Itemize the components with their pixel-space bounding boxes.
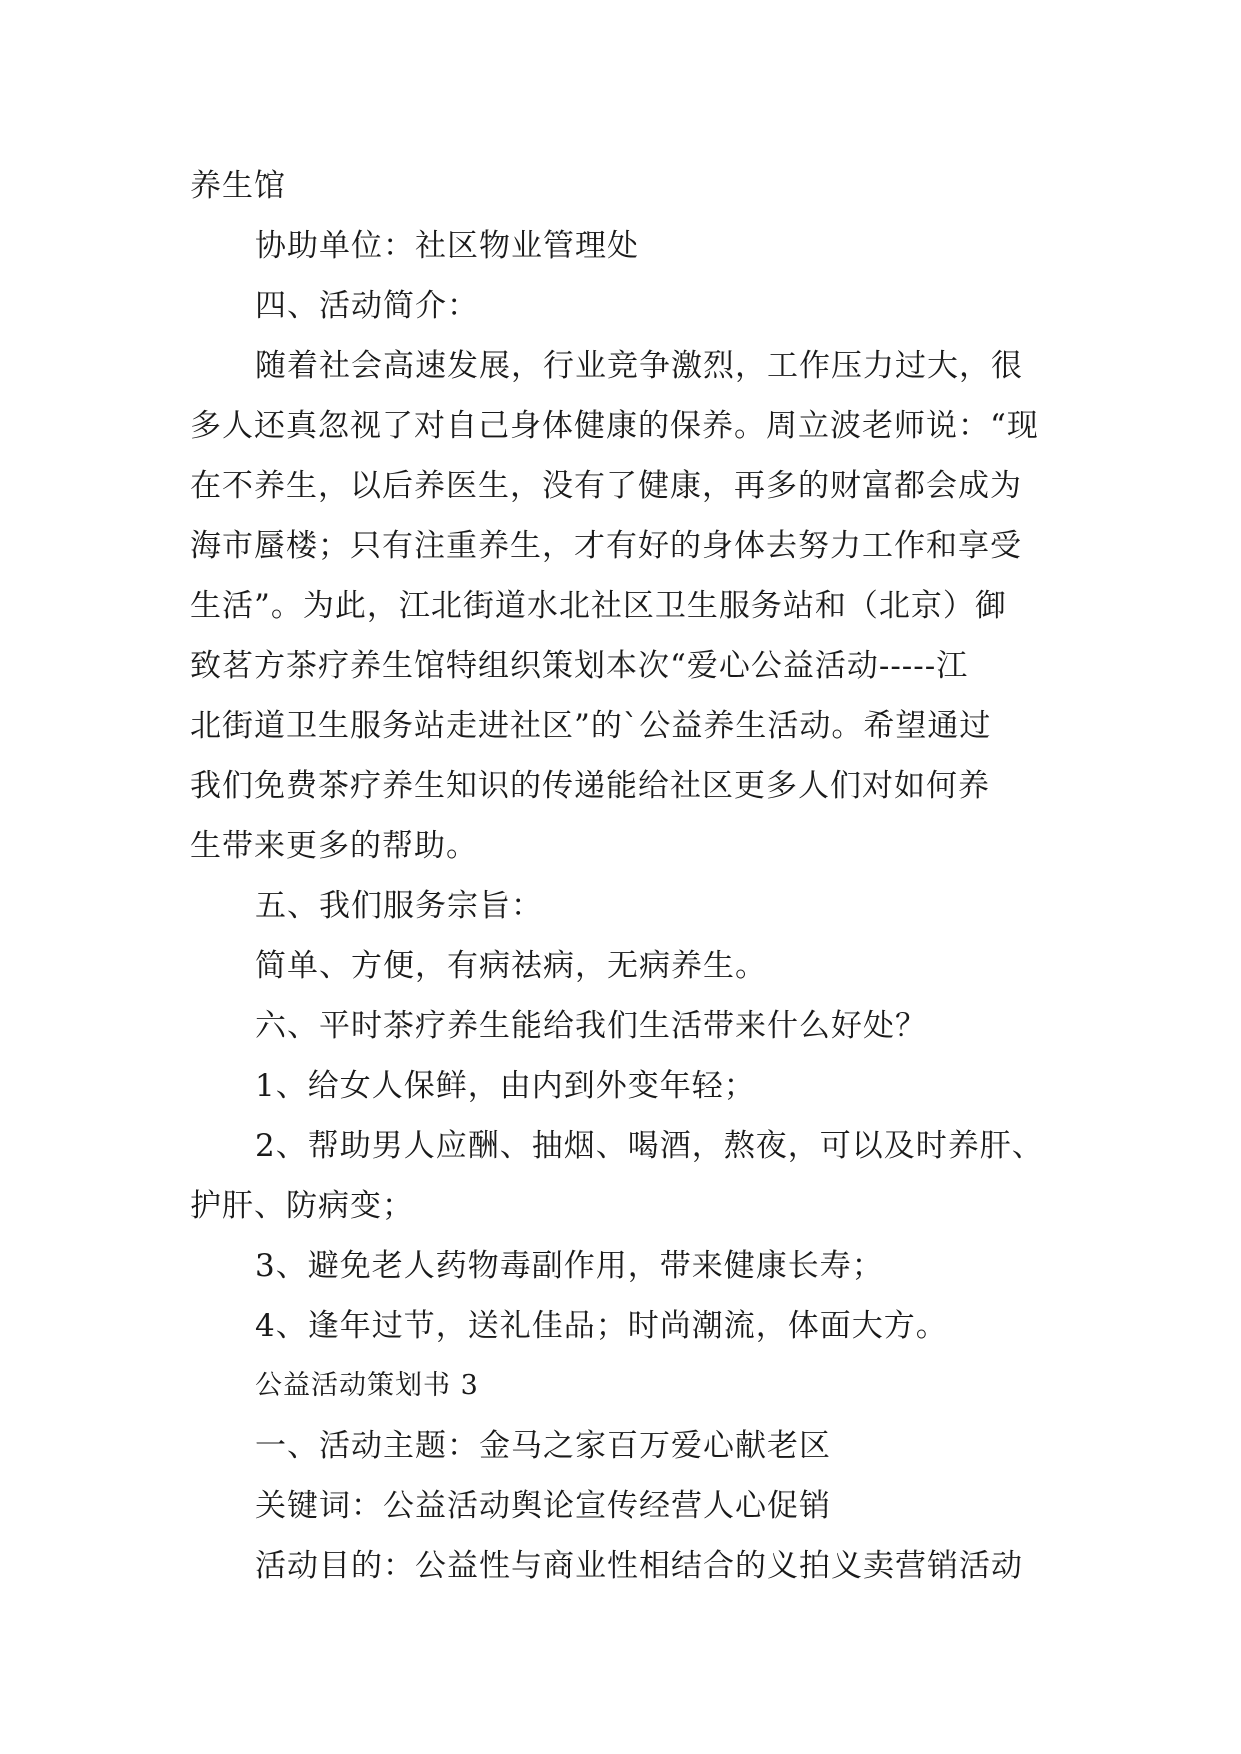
paragraph-line: 随着社会高速发展，行业竞争激烈，工作压力过大，很 <box>255 348 1023 384</box>
paragraph-line: 生带来更多的帮助。 <box>190 828 478 864</box>
text-line: 简单、方便，有病祛病，无病养生。 <box>255 948 767 984</box>
paragraph-line: 在不养生，以后养医生，没有了健康，再多的财富都会成为 <box>190 468 1022 504</box>
section-heading: 五、我们服务宗旨： <box>255 888 543 924</box>
paragraph-line: 多人还真忽视了对自己身体健康的保养。周立波老师说：“现 <box>190 408 1039 444</box>
document-body <box>190 156 1070 1596</box>
paragraph-line: 生活”。为此，江北街道水北社区卫生服务站和（北京）御 <box>190 588 1007 624</box>
list-item: 3、避免老人药物毒副作用，带来健康长寿； <box>255 1248 884 1284</box>
paragraph-line: 我们免费茶疗养生知识的传递能给社区更多人们对如何养 <box>190 768 990 804</box>
paragraph-line: 海市蜃楼；只有注重养生，才有好的身体去努力工作和享受 <box>190 528 1022 564</box>
text-line: 关键词：公益活动舆论宣传经营人心促销 <box>255 1488 831 1524</box>
list-item-continuation: 护肝、防病变； <box>190 1188 414 1224</box>
section-heading: 四、活动简介： <box>255 288 479 324</box>
text-line: 活动目的：公益性与商业性相结合的义拍义卖营销活动 <box>255 1548 1023 1584</box>
text-line: 协助单位：社区物业管理处 <box>255 228 639 264</box>
list-item: 2、帮助男人应酬、抽烟、喝酒，熬夜，可以及时养肝、 <box>255 1128 1044 1164</box>
section-heading: 六、平时茶疗养生能给我们生活带来什么好处？ <box>255 1008 927 1044</box>
list-item: 4、逢年过节，送礼佳品；时尚潮流，体面大方。 <box>255 1308 948 1344</box>
paragraph-line: 致茗方茶疗养生馆特组织策划本次“爱心公益活动-----江 <box>190 648 969 684</box>
list-item: 1、给女人保鲜，由内到外变年轻； <box>255 1068 756 1104</box>
section-heading: 一、活动主题：金马之家百万爱心献老区 <box>255 1428 831 1464</box>
text-line: 养生馆 <box>190 168 286 204</box>
paragraph-line: 北街道卫生服务站走进社区”的`公益养生活动。希望通过 <box>190 708 992 744</box>
document-subtitle: 公益活动策划书 3 <box>255 1370 479 1401</box>
